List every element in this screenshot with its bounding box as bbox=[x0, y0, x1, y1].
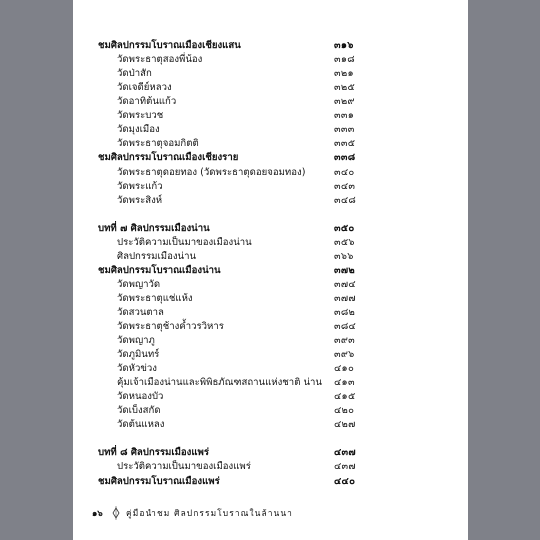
toc-page-number: ๔๑๕ bbox=[334, 391, 356, 403]
toc-entry bbox=[73, 123, 468, 137]
toc-page-number: ๓๓๕ bbox=[334, 138, 356, 150]
toc-entry bbox=[73, 306, 468, 320]
toc-section-entry bbox=[73, 446, 468, 460]
toc-entry bbox=[73, 250, 468, 264]
toc-entry-title: วัดพญาภู bbox=[117, 335, 155, 346]
toc-entry-title: วัดป่าสัก bbox=[117, 68, 152, 80]
page-number: ๑๖ bbox=[92, 508, 103, 518]
toc-entry-title: ประวัติความเป็นมาของเมืองแพร่ bbox=[117, 461, 251, 473]
toc-entry bbox=[73, 460, 468, 474]
toc-page-number: ๓๑๖ bbox=[334, 40, 354, 51]
toc-entry-title bbox=[98, 222, 210, 236]
toc-entry bbox=[73, 292, 468, 306]
toc-page-number: ๓๓๓ bbox=[334, 124, 355, 136]
toc-page-number: ๔๓๗ bbox=[334, 461, 356, 473]
toc-entry-title: วัดต้นแหลง bbox=[117, 419, 165, 431]
toc-entry-title: วัดพญาวัด bbox=[117, 278, 161, 290]
chapter-title: ศิลปกรรมเมืองน่าน bbox=[127, 222, 210, 234]
toc-entry bbox=[73, 95, 468, 109]
toc-page-number: ๓๔๘ bbox=[334, 194, 357, 206]
toc-entry bbox=[73, 334, 468, 348]
toc-section-entry bbox=[73, 475, 468, 489]
toc-entry bbox=[73, 53, 468, 67]
toc-entry-title: วัดอาทิต้นแก้ว bbox=[117, 96, 177, 108]
toc-entry bbox=[73, 376, 468, 390]
toc-page-number: ๓๔๐ bbox=[334, 166, 355, 178]
toc-entry-title bbox=[98, 446, 209, 460]
table-of-contents bbox=[73, 0, 468, 500]
toc-entry-title: วัดหัวข่วง bbox=[117, 363, 157, 375]
toc-entry-title: วัดพระธาตุช้างค้ำวรวิหาร bbox=[117, 321, 224, 332]
toc-entry-title: วัดพระธาตุสองพี่น้อง bbox=[117, 54, 203, 65]
toc-page-number: ๓๗๒ bbox=[334, 264, 355, 276]
toc-entry-title: วัดพระสิงห์ bbox=[117, 194, 163, 206]
toc-page-number: ๔๓๗ bbox=[334, 447, 356, 459]
toc-entry bbox=[73, 278, 468, 292]
toc-entry-title: วัดมุงเมือง bbox=[117, 124, 160, 136]
toc-entry bbox=[73, 67, 468, 81]
toc-entry bbox=[73, 81, 468, 95]
toc-entry bbox=[73, 362, 468, 376]
toc-section-entry bbox=[73, 39, 468, 53]
toc-page-number: ๓๔๓ bbox=[334, 180, 356, 192]
toc-section-entry bbox=[73, 151, 468, 165]
toc-entry-title: ชมศิลปกรรมโบราณเมืองเชียงราย bbox=[98, 152, 239, 164]
toc-page-number: ๓๕๐ bbox=[334, 222, 355, 234]
toc-page-number: ๓๙๖ bbox=[334, 349, 355, 361]
toc-entry-title: ชมศิลปกรรมโบราณเมืองน่าน bbox=[98, 264, 221, 276]
toc-entry bbox=[73, 194, 468, 208]
toc-entry bbox=[73, 404, 468, 418]
page-footer bbox=[73, 506, 468, 520]
toc-page-number: ๓๒๙ bbox=[334, 96, 355, 108]
toc-page-number: ๓๓๘ bbox=[334, 152, 356, 164]
toc-page-number: ๓๒๑ bbox=[334, 68, 354, 80]
toc-entry bbox=[73, 320, 468, 334]
toc-page-number: ๓๘๔ bbox=[334, 321, 357, 332]
toc-entry-title: วัดพระแก้ว bbox=[117, 180, 163, 192]
toc-page-number: ๔๒๐ bbox=[334, 405, 355, 417]
toc-entry-title: วัดเจดีย์หลวง bbox=[117, 82, 172, 94]
toc-page-number: ๔๒๗ bbox=[334, 419, 356, 431]
toc-page-number: ๓๗๗ bbox=[334, 292, 356, 304]
chapter-title: ศิลปกรรมเมืองแพร่ bbox=[127, 447, 210, 459]
toc-page-number: ๔๔๐ bbox=[334, 475, 356, 487]
book-page bbox=[73, 0, 468, 540]
toc-entry-title: วัดภูมินทร์ bbox=[117, 349, 160, 361]
toc-entry bbox=[73, 418, 468, 432]
toc-entry-title: วัดพระบวช bbox=[117, 110, 164, 122]
toc-page-number: ๓๑๘ bbox=[334, 54, 355, 65]
toc-entry-title: ชมศิลปกรรมโบราณเมืองแพร่ bbox=[98, 475, 220, 487]
left-margin-bar bbox=[0, 0, 73, 540]
toc-entry bbox=[73, 137, 468, 151]
toc-page-number: ๓๖๖ bbox=[334, 250, 354, 262]
toc-entry-title: วัดพระธาตุจอมกิตติ bbox=[117, 138, 199, 150]
toc-entry-title: วัดพระธาตุแช่แห้ง bbox=[117, 292, 193, 304]
toc-entry bbox=[73, 109, 468, 123]
toc-entry-title: คุ้มเจ้าเมืองน่านและพิพิธภัณฑสถานแห่งชาติ น่าน bbox=[117, 377, 322, 389]
toc-page-number: ๔๑๐ bbox=[334, 363, 355, 375]
toc-entry bbox=[73, 180, 468, 194]
toc-page-number: ๓๓๑ bbox=[334, 110, 355, 122]
toc-page-number: ๓๕๖ bbox=[334, 236, 355, 248]
chapter-label: บทที่ ๘ bbox=[98, 447, 128, 459]
diamond-ornament-icon bbox=[111, 506, 121, 520]
toc-entry bbox=[73, 166, 468, 180]
right-margin-bar bbox=[468, 0, 540, 540]
running-title: คู่มือนำชม ศิลปกรรมโบราณในล้านนา bbox=[126, 508, 293, 518]
chapter-label: บทที่ ๗ bbox=[98, 222, 128, 234]
toc-entry bbox=[73, 348, 468, 362]
toc-entry-title: ชมศิลปกรรมโบราณเมืองเชียงแสน bbox=[98, 40, 241, 51]
toc-page-number: ๓๗๔ bbox=[334, 278, 356, 290]
toc-entry-title: วัดหนองบัว bbox=[117, 391, 164, 403]
toc-page-number: ๓๙๓ bbox=[334, 335, 356, 346]
toc-page-number: ๓๒๕ bbox=[334, 82, 356, 94]
toc-entry-title: วัดเบ็งสกัด bbox=[117, 405, 161, 417]
toc-entry-title: ศิลปกรรมเมืองน่าน bbox=[117, 250, 197, 262]
toc-page-number: ๔๑๓ bbox=[334, 377, 355, 389]
toc-entry-title: ประวัติความเป็นมาของเมืองน่าน bbox=[117, 236, 252, 248]
toc-section-entry bbox=[73, 264, 468, 278]
toc-entry bbox=[73, 236, 468, 250]
toc-entry-title: วัดพระธาตุดอยทอง (วัดพระธาตุดอยจอมทอง) bbox=[117, 166, 306, 178]
toc-entry-title: วัดสวนตาล bbox=[117, 306, 164, 318]
toc-page-number: ๓๘๒ bbox=[334, 306, 356, 318]
toc-section-entry bbox=[73, 222, 468, 236]
toc-entry bbox=[73, 390, 468, 404]
